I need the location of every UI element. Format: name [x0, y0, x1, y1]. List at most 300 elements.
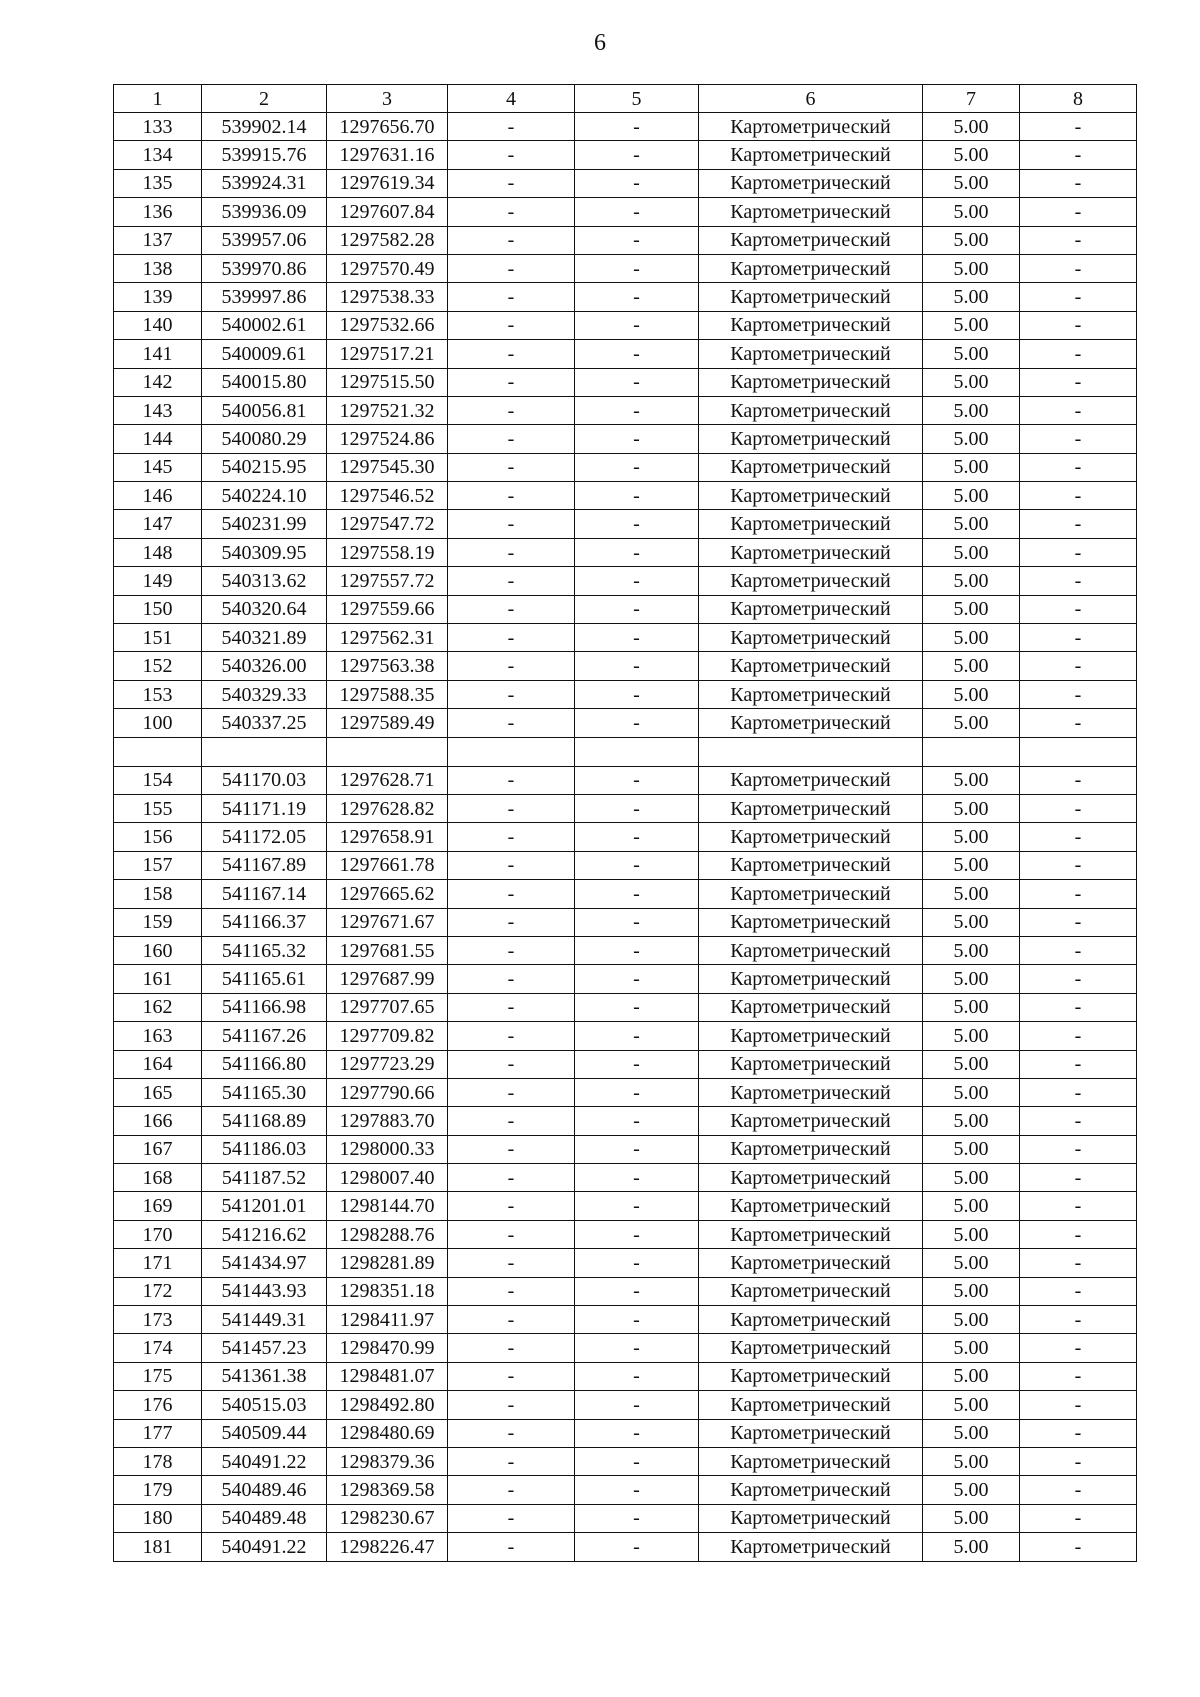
table-cell: -	[448, 1022, 575, 1050]
table-cell: -	[1020, 1107, 1137, 1135]
table-cell: 540215.95	[202, 453, 327, 481]
table-cell: 539915.76	[202, 141, 327, 169]
table-cell: 541165.32	[202, 936, 327, 964]
header-row	[114, 85, 1137, 113]
table-cell: 1297559.66	[327, 595, 448, 623]
table-cell: 5.00	[923, 283, 1020, 311]
table-cell: 540489.48	[202, 1504, 327, 1532]
table-row	[114, 1391, 1137, 1419]
table-cell: -	[448, 1334, 575, 1362]
table-row	[114, 709, 1137, 737]
table-cell: -	[1020, 766, 1137, 794]
empty-cell	[448, 737, 575, 766]
table-cell: Картометрический	[699, 1533, 923, 1561]
table-cell: 1297656.70	[327, 113, 448, 141]
table-cell: 169	[114, 1192, 202, 1220]
table-cell: Картометрический	[699, 766, 923, 794]
table-cell: -	[1020, 198, 1137, 226]
table-cell: -	[448, 453, 575, 481]
table-cell: -	[448, 169, 575, 197]
table-row	[114, 567, 1137, 595]
table-cell: -	[1020, 652, 1137, 680]
table-cell: 174	[114, 1334, 202, 1362]
table-cell: 135	[114, 169, 202, 197]
table-cell: 541443.93	[202, 1277, 327, 1305]
table-cell: -	[575, 1192, 699, 1220]
table-cell: -	[1020, 482, 1137, 510]
table-cell: 147	[114, 510, 202, 538]
table-row	[114, 226, 1137, 254]
table-cell: 539997.86	[202, 283, 327, 311]
table-cell: -	[448, 254, 575, 282]
table-cell: -	[1020, 1078, 1137, 1106]
table-cell: 173	[114, 1306, 202, 1334]
table-cell: -	[1020, 595, 1137, 623]
table-cell: -	[448, 141, 575, 169]
page-number: 6	[594, 30, 606, 56]
table-cell: -	[1020, 709, 1137, 737]
table-cell: 157	[114, 851, 202, 879]
table-cell: -	[575, 766, 699, 794]
table-cell: 1297589.49	[327, 709, 448, 737]
table-cell: -	[575, 851, 699, 879]
table-cell: -	[448, 1533, 575, 1561]
table-cell: 1298481.07	[327, 1362, 448, 1390]
table-row	[114, 453, 1137, 481]
table-cell: Картометрический	[699, 311, 923, 339]
table-cell: 5.00	[923, 1362, 1020, 1390]
table-row	[114, 624, 1137, 652]
table-cell: 5.00	[923, 1504, 1020, 1532]
table-cell: 163	[114, 1022, 202, 1050]
table-cell: 152	[114, 652, 202, 680]
table-row	[114, 1277, 1137, 1305]
table-cell: 178	[114, 1447, 202, 1475]
table-cell: 1297790.66	[327, 1078, 448, 1106]
table-cell: -	[448, 368, 575, 396]
table-row	[114, 396, 1137, 424]
table-cell: -	[448, 283, 575, 311]
table-cell: 140	[114, 311, 202, 339]
table-cell: Картометрический	[699, 254, 923, 282]
table-cell: 1297628.71	[327, 766, 448, 794]
table-cell: 541167.26	[202, 1022, 327, 1050]
table-cell: -	[575, 1135, 699, 1163]
table-cell: -	[575, 567, 699, 595]
table-cell: 1297709.82	[327, 1022, 448, 1050]
table-cell: 5.00	[923, 595, 1020, 623]
table-cell: -	[448, 709, 575, 737]
table-cell: -	[448, 1050, 575, 1078]
table-cell: -	[1020, 1504, 1137, 1532]
table-cell: 1298230.67	[327, 1504, 448, 1532]
table-cell: -	[1020, 368, 1137, 396]
table-cell: 541166.37	[202, 908, 327, 936]
table-cell: 541216.62	[202, 1220, 327, 1248]
table-row	[114, 1050, 1137, 1078]
table-cell: Картометрический	[699, 368, 923, 396]
table-cell: 541201.01	[202, 1192, 327, 1220]
table-cell: -	[448, 198, 575, 226]
table-cell: -	[448, 482, 575, 510]
table-cell: 1297521.32	[327, 396, 448, 424]
table-cell: -	[1020, 453, 1137, 481]
table-cell: 541165.61	[202, 965, 327, 993]
table-cell: -	[575, 425, 699, 453]
table-row	[114, 1220, 1137, 1248]
table-cell: -	[448, 510, 575, 538]
table-row	[114, 652, 1137, 680]
table-cell: 165	[114, 1078, 202, 1106]
table-cell: 5.00	[923, 198, 1020, 226]
table-row	[114, 1192, 1137, 1220]
empty-cell	[1020, 737, 1137, 766]
table-cell: -	[575, 1504, 699, 1532]
table-cell: 1298351.18	[327, 1277, 448, 1305]
table-cell: -	[575, 396, 699, 424]
table-cell: 133	[114, 113, 202, 141]
table-cell: 5.00	[923, 908, 1020, 936]
table-cell: 1297546.52	[327, 482, 448, 510]
table-cell: -	[448, 1078, 575, 1106]
table-cell: Картометрический	[699, 936, 923, 964]
table-cell: -	[448, 538, 575, 566]
table-cell: 143	[114, 396, 202, 424]
table-cell: 5.00	[923, 482, 1020, 510]
table-row	[114, 766, 1137, 794]
table-cell: Картометрический	[699, 965, 923, 993]
table-cell: -	[575, 624, 699, 652]
table-cell: Картометрический	[699, 709, 923, 737]
table-row	[114, 595, 1137, 623]
table-cell: -	[575, 453, 699, 481]
table-row	[114, 1476, 1137, 1504]
column-header: 4	[448, 85, 575, 113]
table-cell: -	[448, 226, 575, 254]
table-cell: 5.00	[923, 1220, 1020, 1248]
table-header	[114, 85, 1137, 113]
table-cell: 540509.44	[202, 1419, 327, 1447]
table-row	[114, 368, 1137, 396]
table-cell: 1298226.47	[327, 1533, 448, 1561]
table-cell: 155	[114, 794, 202, 822]
table-cell: -	[575, 1306, 699, 1334]
table-cell: -	[1020, 141, 1137, 169]
empty-cell	[699, 737, 923, 766]
table-cell: -	[448, 880, 575, 908]
table-row	[114, 1362, 1137, 1390]
table-cell: 539957.06	[202, 226, 327, 254]
table-cell: 5.00	[923, 1391, 1020, 1419]
table-cell: 539970.86	[202, 254, 327, 282]
table-row	[114, 510, 1137, 538]
table-cell: -	[1020, 1249, 1137, 1277]
table-cell: -	[1020, 1476, 1137, 1504]
table-cell: 1297707.65	[327, 993, 448, 1021]
table-cell: Картометрический	[699, 198, 923, 226]
table-cell: 1297570.49	[327, 254, 448, 282]
table-cell: Картометрический	[699, 1504, 923, 1532]
table-row	[114, 141, 1137, 169]
table-cell: 539902.14	[202, 113, 327, 141]
table-row	[114, 1504, 1137, 1532]
table-cell: 5.00	[923, 680, 1020, 708]
table-row	[114, 1334, 1137, 1362]
table-row	[114, 1135, 1137, 1163]
table-cell: -	[575, 993, 699, 1021]
table-cell: -	[575, 1220, 699, 1248]
table-cell: 5.00	[923, 1419, 1020, 1447]
table-cell: 1297607.84	[327, 198, 448, 226]
table-cell: 1298492.80	[327, 1391, 448, 1419]
table-cell: -	[575, 340, 699, 368]
table-cell: Картометрический	[699, 482, 923, 510]
table-row	[114, 482, 1137, 510]
table-cell: -	[1020, 1277, 1137, 1305]
table-cell: -	[1020, 113, 1137, 141]
table-cell: 168	[114, 1164, 202, 1192]
table-cell: 540329.33	[202, 680, 327, 708]
table-cell: 5.00	[923, 567, 1020, 595]
table-cell: -	[575, 198, 699, 226]
table-cell: Картометрический	[699, 1476, 923, 1504]
table-cell: 1297558.19	[327, 538, 448, 566]
table-cell: Картометрический	[699, 794, 923, 822]
table-cell: 136	[114, 198, 202, 226]
table-cell: 1297588.35	[327, 680, 448, 708]
empty-cell	[923, 737, 1020, 766]
table-cell: 167	[114, 1135, 202, 1163]
table-cell: -	[575, 908, 699, 936]
table-cell: -	[1020, 340, 1137, 368]
table-row	[114, 680, 1137, 708]
table-cell: Картометрический	[699, 652, 923, 680]
table-cell: 1298007.40	[327, 1164, 448, 1192]
table-cell: -	[448, 1164, 575, 1192]
table-cell: 154	[114, 766, 202, 794]
table-cell: -	[575, 113, 699, 141]
table-cell: -	[575, 510, 699, 538]
table-cell: -	[1020, 1306, 1137, 1334]
table-cell: 5.00	[923, 1249, 1020, 1277]
table-cell: -	[1020, 567, 1137, 595]
table-cell: Картометрический	[699, 1306, 923, 1334]
table-cell: -	[575, 1164, 699, 1192]
table-cell: -	[1020, 908, 1137, 936]
table-cell: 144	[114, 425, 202, 453]
column-header: 6	[699, 85, 923, 113]
coordinates-table	[113, 84, 1137, 1562]
table-cell: -	[1020, 794, 1137, 822]
table-cell: -	[575, 1362, 699, 1390]
table-cell: 150	[114, 595, 202, 623]
table-cell: -	[575, 1022, 699, 1050]
table-cell: 142	[114, 368, 202, 396]
table-cell: -	[448, 595, 575, 623]
table-cell: 539924.31	[202, 169, 327, 197]
table-row	[114, 1306, 1137, 1334]
table-cell: Картометрический	[699, 538, 923, 566]
table-cell: 1298480.69	[327, 1419, 448, 1447]
table-cell: -	[1020, 311, 1137, 339]
table-cell: -	[448, 936, 575, 964]
table-cell: 5.00	[923, 1334, 1020, 1362]
table-cell: -	[448, 652, 575, 680]
table-cell: 5.00	[923, 226, 1020, 254]
table-cell: 141	[114, 340, 202, 368]
table-cell: 1297658.91	[327, 823, 448, 851]
table-cell: 5.00	[923, 340, 1020, 368]
table-cell: 541187.52	[202, 1164, 327, 1192]
table-cell: -	[575, 1078, 699, 1106]
table-row	[114, 908, 1137, 936]
table-cell: 149	[114, 567, 202, 595]
table-cell: -	[1020, 1022, 1137, 1050]
table-cell: 5.00	[923, 794, 1020, 822]
table-cell: -	[448, 823, 575, 851]
table-cell: -	[575, 482, 699, 510]
table-cell: -	[448, 794, 575, 822]
table-cell: -	[448, 851, 575, 879]
table-cell: -	[448, 1391, 575, 1419]
table-cell: 5.00	[923, 823, 1020, 851]
table-cell: 164	[114, 1050, 202, 1078]
table-cell: 540224.10	[202, 482, 327, 510]
table-cell: 1297557.72	[327, 567, 448, 595]
table-cell: -	[575, 595, 699, 623]
table-cell: Картометрический	[699, 1362, 923, 1390]
table-cell: 5.00	[923, 993, 1020, 1021]
table-cell: -	[448, 1362, 575, 1390]
table-cell: 541168.89	[202, 1107, 327, 1135]
table-cell: 5.00	[923, 254, 1020, 282]
table-cell: 1297619.34	[327, 169, 448, 197]
table-cell: -	[575, 311, 699, 339]
table-cell: 1298411.97	[327, 1306, 448, 1334]
table-cell: 541457.23	[202, 1334, 327, 1362]
table-cell: Картометрический	[699, 993, 923, 1021]
table-cell: 179	[114, 1476, 202, 1504]
group-separator-row	[114, 737, 1137, 766]
table-cell: -	[448, 993, 575, 1021]
table-cell: 137	[114, 226, 202, 254]
table-cell: Картометрический	[699, 283, 923, 311]
table-cell: -	[1020, 283, 1137, 311]
table-cell: Картометрический	[699, 1078, 923, 1106]
table-row	[114, 794, 1137, 822]
table-cell: -	[1020, 624, 1137, 652]
table-cell: 1298144.70	[327, 1192, 448, 1220]
table-row	[114, 880, 1137, 908]
table-row	[114, 1107, 1137, 1135]
table-cell: 541170.03	[202, 766, 327, 794]
table-cell: 5.00	[923, 936, 1020, 964]
table-cell: -	[575, 368, 699, 396]
table-cell: -	[448, 1419, 575, 1447]
table-row	[114, 936, 1137, 964]
table-cell: -	[575, 283, 699, 311]
table-cell: 5.00	[923, 1306, 1020, 1334]
table-cell: -	[1020, 1135, 1137, 1163]
table-cell: 161	[114, 965, 202, 993]
table-cell: 1298000.33	[327, 1135, 448, 1163]
table-cell: -	[575, 1476, 699, 1504]
table-cell: -	[448, 1192, 575, 1220]
table-cell: -	[448, 1504, 575, 1532]
table-cell: 1297517.21	[327, 340, 448, 368]
table-cell: -	[1020, 1419, 1137, 1447]
table-cell: -	[575, 965, 699, 993]
column-header: 3	[327, 85, 448, 113]
table-cell: 158	[114, 880, 202, 908]
table-cell: Картометрический	[699, 1220, 923, 1248]
table-cell: -	[1020, 1050, 1137, 1078]
table-cell: -	[448, 567, 575, 595]
table-cell: Картометрический	[699, 823, 923, 851]
table-cell: -	[1020, 510, 1137, 538]
empty-cell	[114, 737, 202, 766]
table-cell: 1297631.16	[327, 141, 448, 169]
table-cell: -	[575, 823, 699, 851]
table-cell: Картометрический	[699, 1107, 923, 1135]
table-cell: Картометрический	[699, 510, 923, 538]
table-cell: Картометрический	[699, 851, 923, 879]
table-cell: -	[1020, 169, 1137, 197]
table-cell: -	[1020, 965, 1137, 993]
column-header: 2	[202, 85, 327, 113]
table-cell: -	[575, 880, 699, 908]
table-cell: -	[575, 226, 699, 254]
table-cell: -	[575, 680, 699, 708]
table-row	[114, 1164, 1137, 1192]
table-cell: 540320.64	[202, 595, 327, 623]
table-cell: 1297883.70	[327, 1107, 448, 1135]
table-cell: 100	[114, 709, 202, 737]
table-cell: 5.00	[923, 1135, 1020, 1163]
table-cell: 5.00	[923, 1078, 1020, 1106]
table-cell: -	[575, 1419, 699, 1447]
column-header: 5	[575, 85, 699, 113]
table-cell: -	[448, 1306, 575, 1334]
table-cell: -	[575, 1334, 699, 1362]
table-cell: 5.00	[923, 425, 1020, 453]
table-cell: -	[575, 1533, 699, 1561]
table-cell: 541167.14	[202, 880, 327, 908]
table-cell: 1298369.58	[327, 1476, 448, 1504]
empty-cell	[327, 737, 448, 766]
table-cell: 1297723.29	[327, 1050, 448, 1078]
table-cell: 541166.98	[202, 993, 327, 1021]
empty-cell	[202, 737, 327, 766]
table-cell: Картометрический	[699, 680, 923, 708]
table-cell: -	[448, 1107, 575, 1135]
table-cell: -	[448, 1476, 575, 1504]
table-cell: 1297661.78	[327, 851, 448, 879]
table-cell: 1297515.50	[327, 368, 448, 396]
table-cell: 1297582.28	[327, 226, 448, 254]
table-cell: -	[575, 1277, 699, 1305]
table-cell: Картометрический	[699, 396, 923, 424]
table-row	[114, 198, 1137, 226]
table-cell: 1297562.31	[327, 624, 448, 652]
table-row	[114, 169, 1137, 197]
table-cell: -	[1020, 1192, 1137, 1220]
table-cell: Картометрический	[699, 340, 923, 368]
table-cell: 1298281.89	[327, 1249, 448, 1277]
table-cell: 541449.31	[202, 1306, 327, 1334]
table-cell: -	[1020, 1362, 1137, 1390]
table-cell: Картометрический	[699, 624, 923, 652]
